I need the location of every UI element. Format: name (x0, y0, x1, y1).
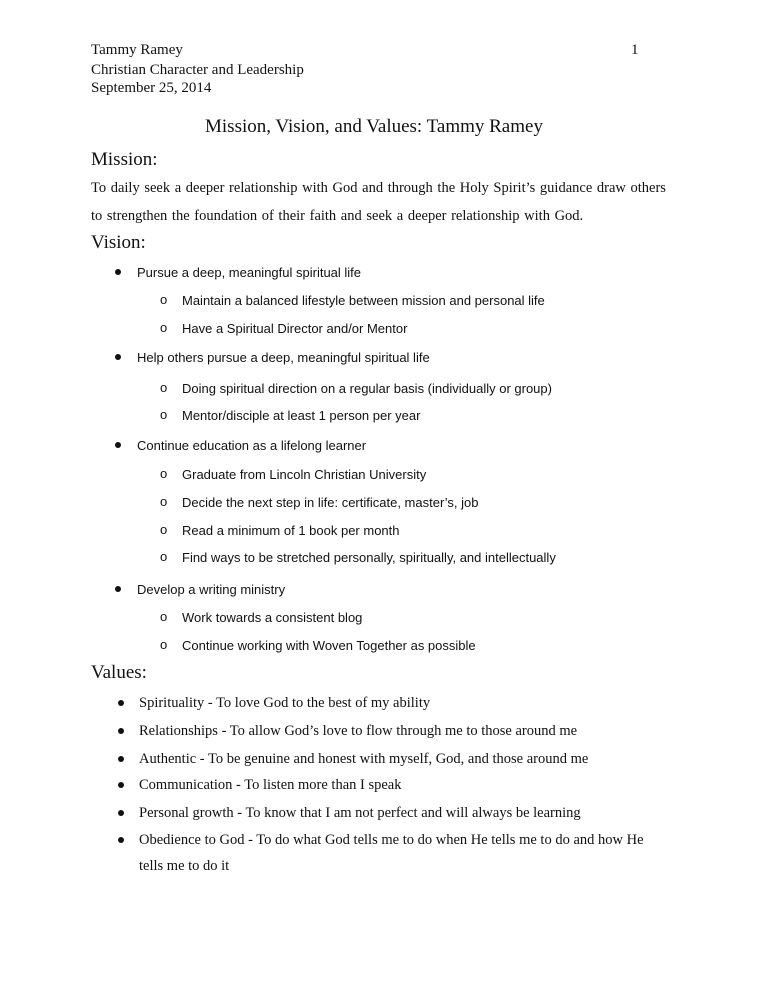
vision-subitem: Doing spiritual direction on a regular basis (individually or group) (182, 381, 552, 396)
header-date: September 25, 2014 (91, 80, 212, 96)
bullet-icon (115, 586, 121, 592)
vision-subitem: Work towards a consistent blog (182, 610, 363, 625)
vision-item: Continue education as a lifelong learner (137, 438, 367, 453)
bullet-icon (118, 782, 124, 788)
circle-bullet-icon: o (160, 466, 168, 481)
circle-bullet-icon: o (160, 320, 168, 335)
circle-bullet-icon: o (160, 609, 168, 624)
bullet-icon (118, 810, 124, 816)
circle-bullet-icon: o (160, 407, 168, 422)
bullet-icon (115, 354, 121, 360)
value-item: Spirituality - To love God to the best of my ability (139, 695, 431, 711)
circle-bullet-icon: o (160, 637, 168, 652)
vision-subitem: Mentor/disciple at least 1 person per year (182, 408, 421, 423)
mission-line: To daily seek a deeper relationship with God and through the Holy Spirit’s guidance draw others (91, 180, 666, 196)
document-title: Mission, Vision, and Values: Tammy Ramey (205, 116, 543, 137)
values-heading: Values: (91, 662, 147, 683)
value-item: Relationships - To allow God’s love to flow through me to those around me (139, 723, 578, 739)
vision-subitem: Graduate from Lincoln Christian University (182, 467, 427, 482)
value-item: tells me to do it (139, 858, 230, 874)
value-item: Communication - To listen more than I speak (139, 777, 402, 793)
vision-subitem: Decide the next step in life: certificate, master’s, job (182, 495, 479, 510)
vision-subitem: Have a Spiritual Director and/or Mentor (182, 321, 408, 336)
circle-bullet-icon: o (160, 292, 168, 307)
value-item: Authentic - To be genuine and honest with myself, God, and those around me (139, 751, 589, 767)
circle-bullet-icon: o (160, 522, 168, 537)
value-item: Personal growth - To know that I am not perfect and will always be learning (139, 805, 581, 821)
vision-subitem: Read a minimum of 1 book per month (182, 523, 400, 538)
circle-bullet-icon: o (160, 380, 168, 395)
vision-subitem: Continue working with Woven Together as possible (182, 638, 476, 653)
vision-item: Help others pursue a deep, meaningful spiritual life (137, 350, 430, 365)
bullet-icon (118, 728, 124, 734)
bullet-icon (115, 269, 121, 275)
vision-heading: Vision: (91, 232, 146, 253)
bullet-icon (115, 442, 121, 448)
vision-subitem: Maintain a balanced lifestyle between mission and personal life (182, 293, 545, 308)
vision-item: Develop a writing ministry (137, 582, 286, 597)
circle-bullet-icon: o (160, 494, 168, 509)
mission-line: to strengthen the foundation of their faith and seek a deeper relationship with God. (91, 208, 584, 224)
value-item: Obedience to God - To do what God tells me to do when He tells me to do and how He (139, 832, 644, 848)
bullet-icon (118, 756, 124, 762)
header-author: Tammy Ramey (91, 42, 183, 58)
bullet-icon (118, 700, 124, 706)
vision-subitem: Find ways to be stretched personally, spiritually, and intellectually (182, 550, 556, 565)
mission-heading: Mission: (91, 149, 158, 170)
vision-item: Pursue a deep, meaningful spiritual life (137, 265, 362, 280)
bullet-icon (118, 837, 124, 843)
header-course: Christian Character and Leadership (91, 62, 304, 78)
page-number: 1 (631, 42, 639, 58)
circle-bullet-icon: o (160, 549, 168, 564)
